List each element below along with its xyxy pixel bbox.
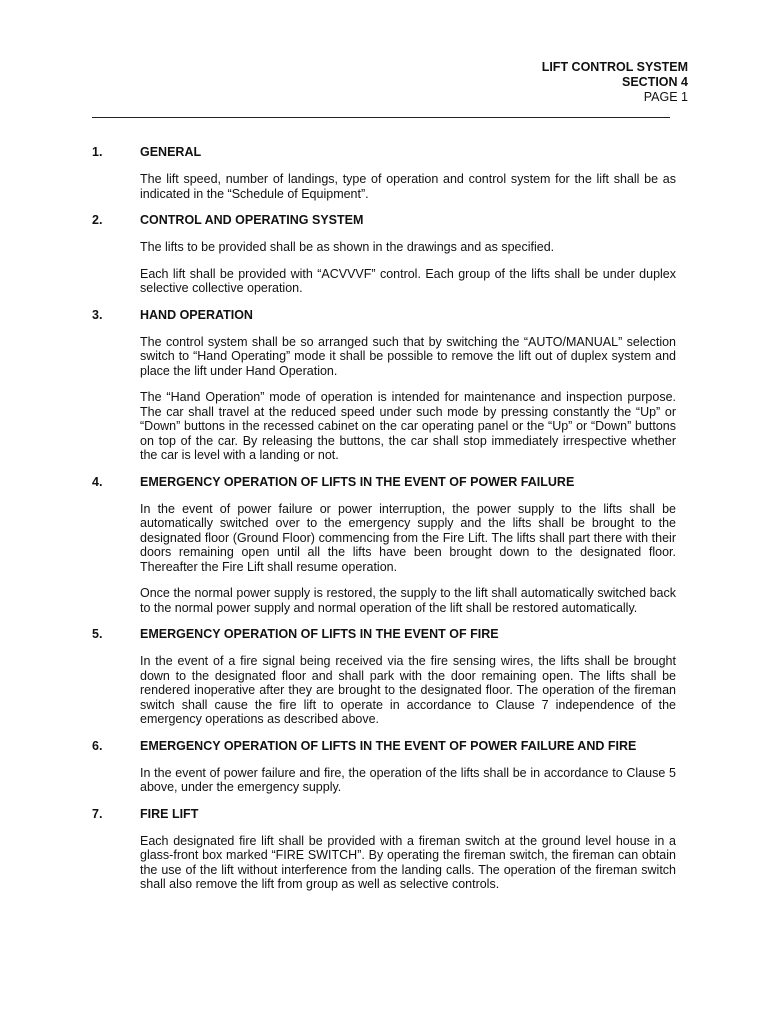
paragraph: The control system shall be so arranged such that by switching the “AUTO/MANUAL” selection switch to “Hand Operating” mode it shall be possible to remove the lift out of duplex system and place the lift under Hand Operation.	[140, 334, 676, 378]
paragraph: In the event of power failure and fire, the operation of the lifts shall be in accordance to Clause 5 above, under the emergency supply.	[140, 765, 676, 794]
header-divider	[92, 117, 670, 118]
section-title: EMERGENCY OPERATION OF LIFTS IN THE EVENT OF FIRE	[140, 627, 499, 641]
header-title: LIFT CONTROL SYSTEM	[541, 60, 688, 74]
section-general	[92, 145, 676, 201]
paragraph: The “Hand Operation” mode of operation is intended for maintenance and inspection purpose. The car shall travel at the reduced speed under such mode by pressing constantly the “Up” or “Down” buttons in the recessed cabinet on the car operating panel or the “Up” or “Down” buttons on top of the car. By releasing the buttons, the car shall stop immediately irrespective whether the car is level with a landing or not.	[140, 390, 676, 462]
document-header	[542, 60, 688, 105]
section-emergency-power-failure-and-fire	[92, 739, 676, 795]
section-number: 2.	[92, 213, 103, 227]
section-number: 7.	[92, 806, 103, 821]
section-number: 3.	[92, 307, 103, 322]
section-heading	[92, 739, 676, 754]
section-fire-lift	[92, 807, 676, 892]
paragraph: In the event of power failure or power interruption, the power supply to the lifts shall be automatically switched over to the emergency supply and the lifts shall be brought to the designated floor (Ground Floor) commencing from the Fire Lift. The lifts shall part there with their doors remaining open until all the lifts have been brought down to the designated floor. Thereafter the Fire Lift shall resume operation.	[140, 501, 676, 574]
document-body	[92, 145, 676, 904]
paragraph: The lifts to be provided shall be as shown in the drawings and as specified.	[140, 240, 555, 254]
paragraph: Once the normal power supply is restored, the supply to the lift shall automatically switched back to the normal power supply and normal operation of the lift shall be restored automatically.	[140, 586, 676, 615]
section-title: HAND OPERATION	[140, 307, 253, 322]
section-hand-operation	[92, 308, 676, 463]
section-heading	[92, 475, 676, 490]
section-title: CONTROL AND OPERATING SYSTEM	[140, 213, 364, 227]
section-heading	[92, 213, 676, 228]
paragraph: Each designated fire lift shall be provided with a fireman switch at the ground level house in a glass-front box marked “FIRE SWITCH”. By operating the fireman switch, the fireman can obtain the use of the lift without interference from the landing calls. The operation of the fireman switch shall also remove the lift from group as well as selective controls.	[140, 833, 676, 891]
section-number: 1.	[92, 145, 103, 159]
section-number: 4.	[92, 474, 103, 489]
section-heading	[92, 627, 676, 642]
section-emergency-power-failure	[92, 475, 676, 616]
section-title: GENERAL	[140, 145, 202, 159]
section-emergency-fire	[92, 627, 676, 727]
paragraph: Each lift shall be provided with “ACVVVF” control. Each group of the lifts shall be under duplex selective collective operation.	[140, 266, 676, 295]
section-title: EMERGENCY OPERATION OF LIFTS IN THE EVENT OF POWER FAILURE AND FIRE	[140, 738, 637, 753]
section-title: EMERGENCY OPERATION OF LIFTS IN THE EVENT OF POWER FAILURE	[140, 474, 575, 489]
header-section: SECTION 4	[622, 75, 688, 89]
header-page-number: PAGE 1	[643, 90, 688, 104]
paragraph: In the event of a fire signal being received via the fire sensing wires, the lifts shall be brought down to the designated floor and shall park with the door remaining open. The lifts shall be rendered inoperative after they are brought to the designated floor. The operation of the fireman switch shall cause the fire lift to operate in accordance to Clause 7 independence of the emergency operations as described above.	[140, 654, 676, 726]
section-heading	[92, 807, 676, 822]
section-title: FIRE LIFT	[140, 806, 199, 821]
section-number: 5.	[92, 627, 103, 641]
section-heading	[92, 308, 676, 323]
paragraph: The lift speed, number of landings, type of operation and control system for the lift shall be as indicated in the “Schedule of Equipment”.	[140, 172, 676, 201]
section-heading	[92, 145, 676, 160]
section-control-operating-system	[92, 213, 676, 296]
section-number: 6.	[92, 738, 103, 753]
